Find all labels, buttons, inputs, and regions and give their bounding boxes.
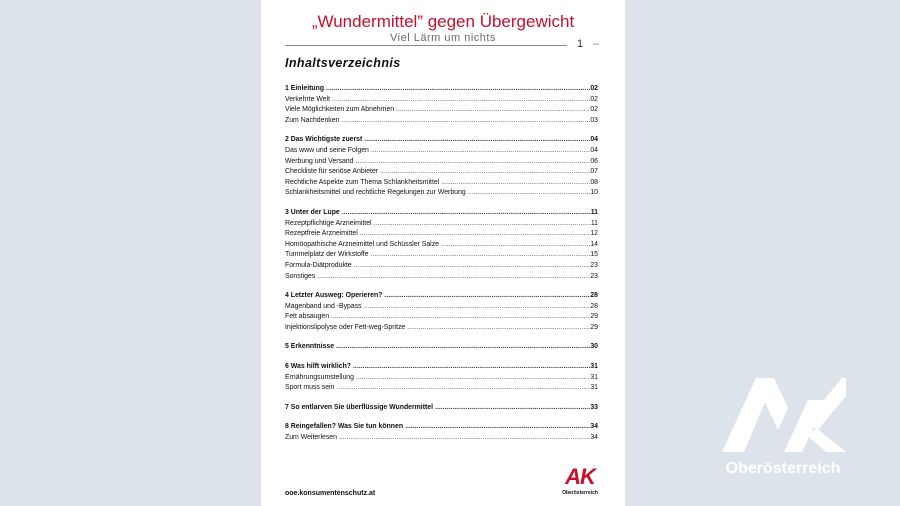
toc-entry-page: 34	[590, 423, 598, 431]
toc-entry[interactable]	[285, 178, 598, 189]
toc-entry-page: 07	[590, 168, 598, 176]
toc-entry-title: Rechtliche Aspekte zum Thema Schlankheitsmittel	[285, 178, 440, 186]
ak-watermark-label: Oberösterreich	[725, 460, 841, 477]
toc-dot-leader	[407, 323, 590, 334]
ak-logo-mark: AK	[565, 464, 595, 489]
toc-entry-title: Das www und seine Folgen	[285, 146, 369, 154]
toc-dot-leader	[371, 146, 590, 157]
toc-dot-leader	[317, 272, 590, 283]
toc-entry-page: 28	[590, 292, 598, 300]
toc-dot-leader	[331, 312, 590, 323]
toc-entry-title: 2 Das Wichtigste zuerst	[285, 136, 363, 144]
toc-entry[interactable]	[285, 146, 598, 157]
ak-watermark-k-leg	[808, 428, 846, 452]
toc-entry[interactable]	[285, 157, 598, 168]
toc-entry-page: 30	[590, 343, 598, 351]
toc-entry-title: Schlankheitsmittel und rechtliche Regelungen zur Werbung	[285, 189, 466, 197]
toc-entry-title: Viele Möglichkeiten zum Abnehmen	[285, 106, 395, 114]
toc-entry-title: 8 Reingefallen? Was Sie tun können	[285, 423, 404, 431]
toc-entry-title: 5 Erkenntnisse	[285, 343, 335, 351]
footer-url[interactable]: ooe.konsumentenschutz.at	[285, 490, 376, 497]
toc-entry-title: Verkehrte Welt	[285, 95, 331, 103]
toc-entry[interactable]	[285, 272, 598, 283]
toc-entry[interactable]	[285, 261, 598, 272]
toc-entry-page: 31	[590, 363, 598, 371]
toc-entry[interactable]	[285, 250, 598, 261]
toc-dot-leader	[468, 188, 591, 199]
toc-entry[interactable]	[285, 373, 598, 384]
toc-chapter-entry[interactable]	[285, 135, 598, 146]
table-of-contents	[285, 84, 598, 453]
toc-entry-title: 1 Einleitung	[285, 85, 325, 92]
toc-chapter-entry[interactable]	[285, 422, 598, 433]
toc-section	[285, 362, 598, 394]
toc-section	[285, 422, 598, 443]
toc-entry[interactable]	[285, 240, 598, 251]
toc-dot-leader	[353, 362, 590, 373]
toc-entry[interactable]	[285, 116, 598, 127]
toc-dot-leader	[435, 403, 590, 414]
toc-entry-title: Formula-Diätprodukte	[285, 261, 352, 269]
toc-entry-title: Werbung und Versand	[285, 157, 354, 165]
toc-entry[interactable]	[285, 188, 598, 199]
toc-entry[interactable]	[285, 433, 598, 444]
toc-entry-page: 02	[590, 85, 598, 92]
toc-entry-page: 33	[590, 403, 598, 411]
toc-entry-title: Checkliste für seriöse Anbieter	[285, 168, 379, 176]
toc-entry-page: 08	[590, 178, 598, 186]
page-number-dash: –	[593, 38, 600, 50]
toc-entry-page: 29	[590, 323, 598, 331]
toc-entry-page: 23	[590, 272, 598, 280]
toc-dot-leader	[441, 178, 590, 189]
toc-dot-leader	[364, 135, 590, 146]
toc-entry-title: Sport muss sein	[285, 384, 335, 392]
toc-entry-title: Fett absaugen	[285, 313, 330, 321]
document-title: „Wundermittel” gegen Übergewicht	[311, 12, 575, 31]
toc-dot-leader	[441, 240, 590, 251]
toc-entry-page: 34	[590, 434, 598, 442]
toc-entry-page: 12	[590, 230, 598, 238]
toc-entry-title: Injektionslipolyse oder Fett-weg-Spritze	[285, 323, 406, 331]
toc-entry-title: 4 Letzter Ausweg: Operieren?	[285, 292, 383, 300]
toc-chapter-entry[interactable]	[285, 208, 598, 219]
toc-entry-page: 11	[590, 208, 598, 216]
toc-dot-leader	[354, 261, 591, 272]
toc-entry-title: Sonstiges	[285, 272, 316, 280]
toc-entry-page: 04	[590, 146, 598, 154]
toc-chapter-entry[interactable]	[285, 84, 598, 95]
toc-entry-title: 3 Unter der Lupe	[285, 208, 340, 216]
toc-entry[interactable]	[285, 95, 598, 106]
toc-chapter-entry[interactable]	[285, 403, 598, 414]
toc-entry-page: 29	[590, 313, 598, 321]
toc-dot-leader	[342, 208, 591, 219]
page-number: 1	[577, 38, 584, 50]
toc-entry[interactable]	[285, 302, 598, 313]
toc-heading: Inhaltsverzeichnis	[285, 56, 401, 70]
toc-entry-page: 03	[590, 116, 598, 124]
toc-dot-leader	[339, 433, 590, 444]
toc-dot-leader	[341, 116, 590, 127]
toc-dot-leader	[356, 373, 590, 384]
toc-dot-leader	[355, 157, 590, 168]
toc-dot-leader	[364, 302, 591, 313]
toc-dot-leader	[374, 219, 591, 230]
toc-entry-page: 31	[590, 384, 598, 392]
toc-entry-title: Tummelplatz der Wirkstoffe	[285, 251, 369, 259]
toc-section	[285, 84, 598, 126]
toc-entry-title: 6 Was hilft wirklich?	[285, 363, 351, 371]
toc-section	[285, 135, 598, 199]
toc-dot-leader	[326, 84, 590, 95]
toc-entry[interactable]	[285, 323, 598, 334]
ak-logo-caption: Oberösterreich	[562, 490, 598, 496]
toc-dot-leader	[396, 105, 590, 116]
toc-entry-title: Rezeptfreie Arzneimittel	[285, 230, 358, 238]
toc-entry-page: 31	[590, 373, 598, 381]
document-page	[261, 0, 625, 506]
toc-entry-title: Magenband und -Bypass	[285, 302, 362, 310]
toc-chapter-entry[interactable]	[285, 362, 598, 373]
toc-entry-page: 02	[590, 106, 598, 114]
toc-section	[285, 403, 598, 414]
toc-entry-title: Rezeptpflichtige Arzneimittel	[285, 219, 372, 227]
toc-dot-leader	[380, 167, 590, 178]
toc-entry-page: 02	[590, 95, 598, 103]
toc-dot-leader	[405, 422, 590, 433]
toc-entry[interactable]	[285, 229, 598, 240]
toc-dot-leader	[332, 95, 590, 106]
toc-chapter-entry[interactable]	[285, 291, 598, 302]
toc-dot-leader	[336, 383, 590, 394]
toc-section	[285, 208, 598, 282]
toc-entry[interactable]	[285, 105, 598, 116]
toc-dot-leader	[336, 342, 590, 353]
ak-logo	[557, 466, 603, 504]
toc-dot-leader	[360, 229, 591, 240]
toc-entry[interactable]	[285, 312, 598, 323]
toc-entry[interactable]	[285, 167, 598, 178]
toc-entry-page: 06	[590, 157, 598, 165]
toc-section	[285, 342, 598, 353]
toc-entry-page: 10	[590, 189, 598, 197]
header-rule	[285, 45, 567, 46]
toc-entry-title: Homöopathische Arzneimittel und Schüssler Salze	[285, 240, 439, 248]
toc-entry-title: Ernährungsumstellung	[285, 373, 354, 381]
toc-dot-leader	[370, 250, 590, 261]
toc-entry-page: 14	[590, 240, 598, 248]
toc-entry-page: 15	[590, 251, 598, 259]
toc-entry[interactable]	[285, 383, 598, 394]
document-subtitle: Viel Lärm um nichts	[390, 32, 496, 44]
toc-entry-page: 23	[590, 261, 598, 269]
toc-chapter-entry[interactable]	[285, 342, 598, 353]
toc-entry-page: 04	[590, 136, 598, 144]
toc-entry[interactable]	[285, 219, 598, 230]
toc-entry-title: 7 So entlarven Sie überflüssige Wundermittel	[285, 403, 434, 411]
toc-section	[285, 291, 598, 333]
toc-entry-page: 28	[590, 302, 598, 310]
toc-dot-leader	[384, 291, 590, 302]
toc-entry-title: Zum Nachdenken	[285, 116, 340, 124]
toc-entry-page: 11	[590, 219, 598, 227]
toc-entry-title: Zum Weiterlesen	[285, 434, 337, 442]
